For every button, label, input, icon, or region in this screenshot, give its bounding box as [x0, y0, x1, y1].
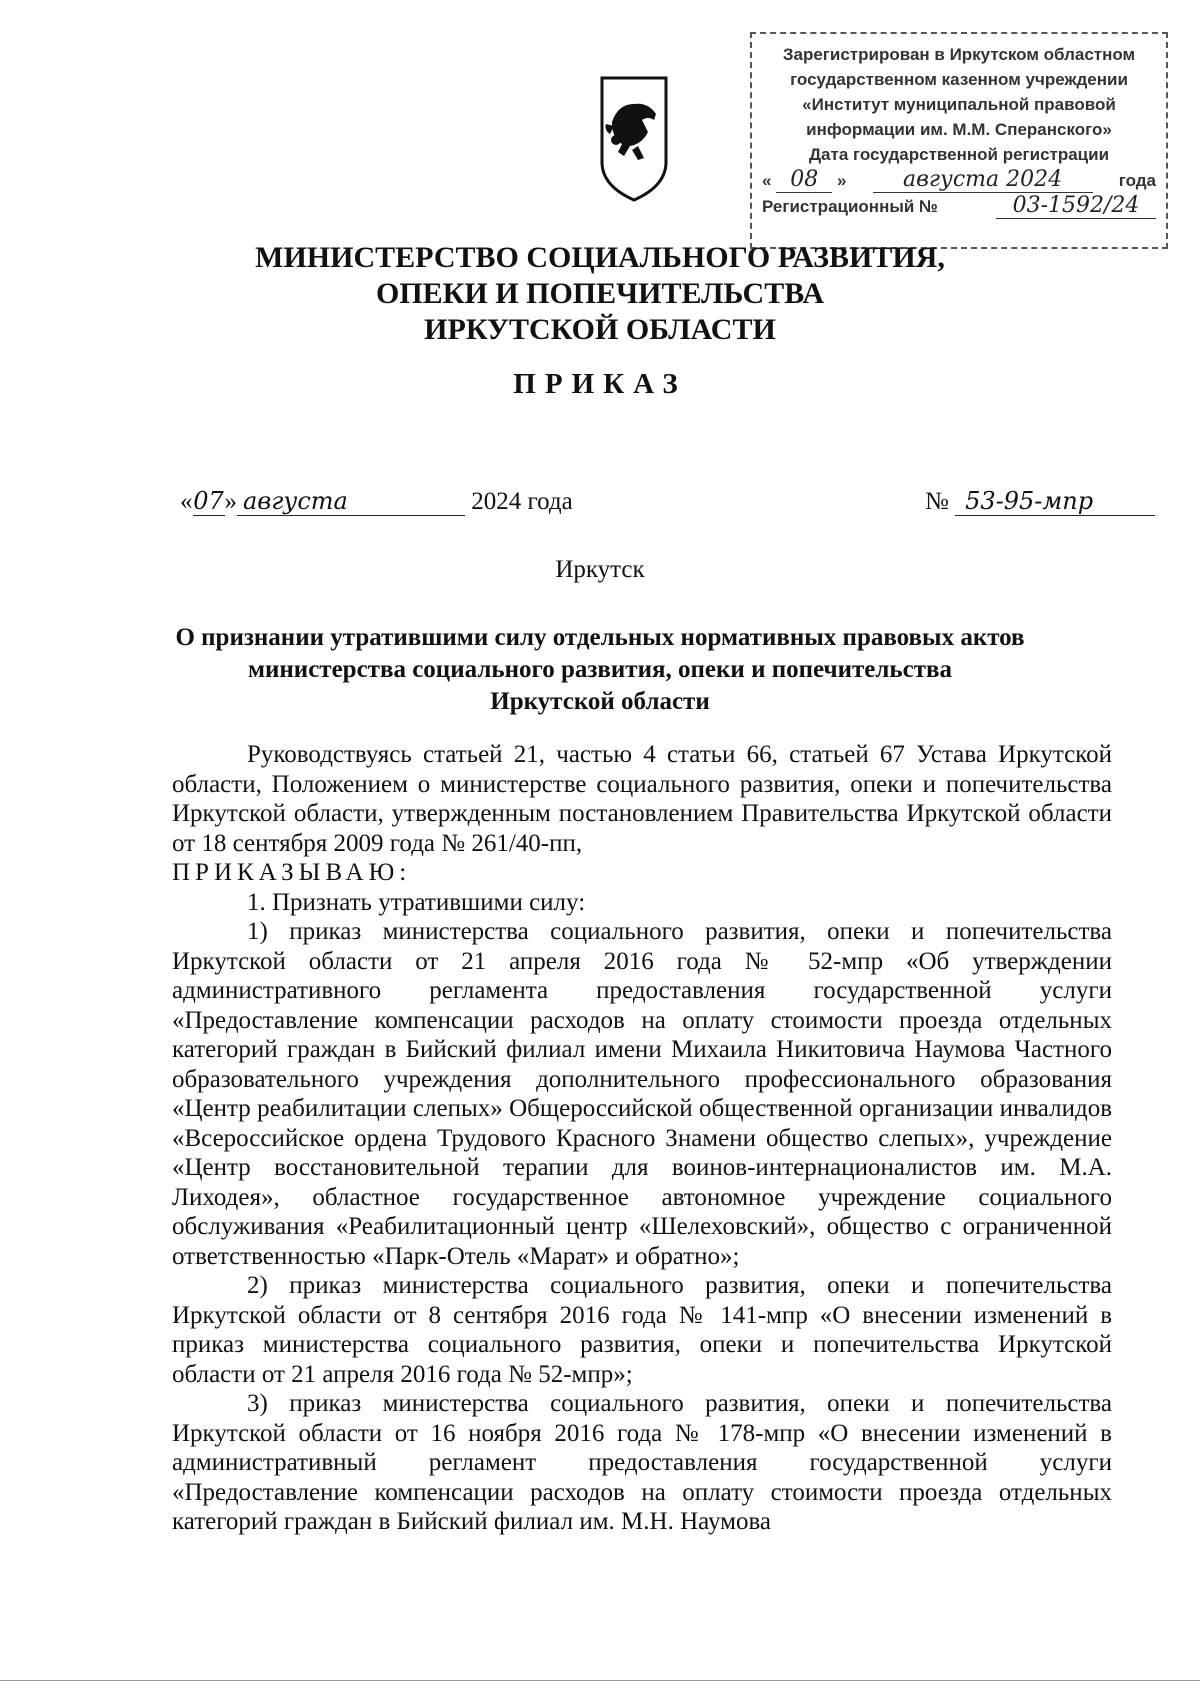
- stamp-day: 08: [776, 167, 832, 193]
- number-label: №: [925, 488, 949, 515]
- city-name: Иркутск: [555, 556, 645, 583]
- ministry-name: [0, 240, 1200, 348]
- date-year: 2024 года: [471, 488, 573, 515]
- stamp-line: «Институт муниципальной правовой: [802, 95, 1116, 114]
- preamble-paragraph: Руководствуясь статьей 21, частью 4 статьи 66, статьей 67 Устава Иркутской области, Положением о министерстве социального развития, опеки и попечительства Иркутской области, утвержденным постановлением Правительства Иркутской области от 18 сентября 2009 года № 261/40-пп,: [172, 741, 1112, 857]
- page-bottom-edge: [0, 1680, 1200, 1681]
- clause-1-item-2: 2) приказ министерства социального развития, опеки и попечительства Иркутской области от 8 сентября 2016 года № 141-мпр «О внесении изменений в приказ министерства социального развития, опеки и попечительства Иркутской области от 21 апреля 2016 года № 52-мпр»;: [172, 1272, 1112, 1388]
- stamp-reg-number: 03-1592/24: [996, 193, 1156, 219]
- stamp-line: государственном казенном учреждении: [790, 70, 1128, 89]
- stamp-month-year: августа 2024: [873, 167, 1093, 193]
- stamp-day-open: «: [762, 171, 772, 190]
- clause-1: 1. Признать утратившими силу:: [247, 888, 586, 916]
- document-title: [150, 622, 1050, 718]
- stamp-line: Дата государственной регистрации: [808, 145, 1110, 164]
- date-month: августа: [237, 487, 465, 516]
- stamp-line: информации им. М.М. Сперанского»: [806, 120, 1112, 139]
- coat-of-arms-emblem: [598, 74, 670, 204]
- date-close-quote: »: [224, 488, 237, 515]
- clause-1-item-3: 3) приказ министерства социального развития, опеки и попечительства Иркутской области от 16 ноября 2016 года № 178-мпр «О внесении изменений в административный регламент предоставления государственной услуги «Предоставление компенсации расходов на оплату стоимости проезда отдельных категорий граждан в Бийский филиал им. М.Н. Наумова: [172, 1390, 1112, 1535]
- order-directive: ПРИКАЗЫВАЮ:: [172, 859, 412, 886]
- order-number: [925, 487, 1155, 516]
- stamp-year-word: года: [1118, 171, 1156, 190]
- title-line: О признании утратившими силу отдельных нормативных правовых актов: [175, 624, 1025, 651]
- document-body: [172, 740, 1112, 1537]
- date-open-quote: «: [180, 488, 193, 515]
- ministry-line: ИРКУТСКОЙ ОБЛАСТИ: [424, 313, 776, 346]
- ministry-line: МИНИСТЕРСТВО СОЦИАЛЬНОГО РАЗВИТИЯ,: [255, 241, 945, 274]
- stamp-reg-row: [762, 193, 1156, 219]
- number-value: 53-95-мпр: [955, 487, 1155, 516]
- stamp-reg-label: Регистрационный №: [762, 197, 938, 216]
- title-line: министерства социального развития, опеки и попечительства: [247, 656, 953, 683]
- date-day: 07: [193, 487, 224, 515]
- stamp-day-close: »: [836, 171, 847, 190]
- stamp-date-row: [762, 167, 1156, 193]
- order-heading: ПРИКАЗ: [513, 368, 687, 400]
- registration-stamp: [750, 32, 1168, 249]
- stamp-line: Зарегистрирован в Иркутском областном: [782, 45, 1136, 64]
- ministry-line: ОПЕКИ И ПОПЕЧИТЕЛЬСТВА: [376, 277, 824, 310]
- title-line: Иркутской области: [490, 688, 710, 715]
- order-date: [180, 487, 573, 516]
- clause-1-item-1: 1) приказ министерства социального развития, опеки и попечительства Иркутской области от 21 апреля 2016 года № 52-мпр «Об утверждении административного регламента предоставления государственной услуги «Предоставление компенсации расходов на оплату стоимости проезда отдельных категорий граждан в Бийский филиал имени Михаила Никитовича Наумова Частного образовательного учреждения дополнительного профессионального образования «Центр реабилитации слепых» Общероссийской общественной организации инвалидов «Всероссийское ордена Трудового Красного Знамени общество слепых», учреждение «Центр восстановительной терапии для воинов-интернационалистов им. М.А. Лиходея», областное государственное автономное учреждение социального обслуживания «Реабилитационный центр «Шелеховский», общество с ограниченной ответственностью «Парк-Отель «Марат» и обратно»;: [172, 918, 1112, 1270]
